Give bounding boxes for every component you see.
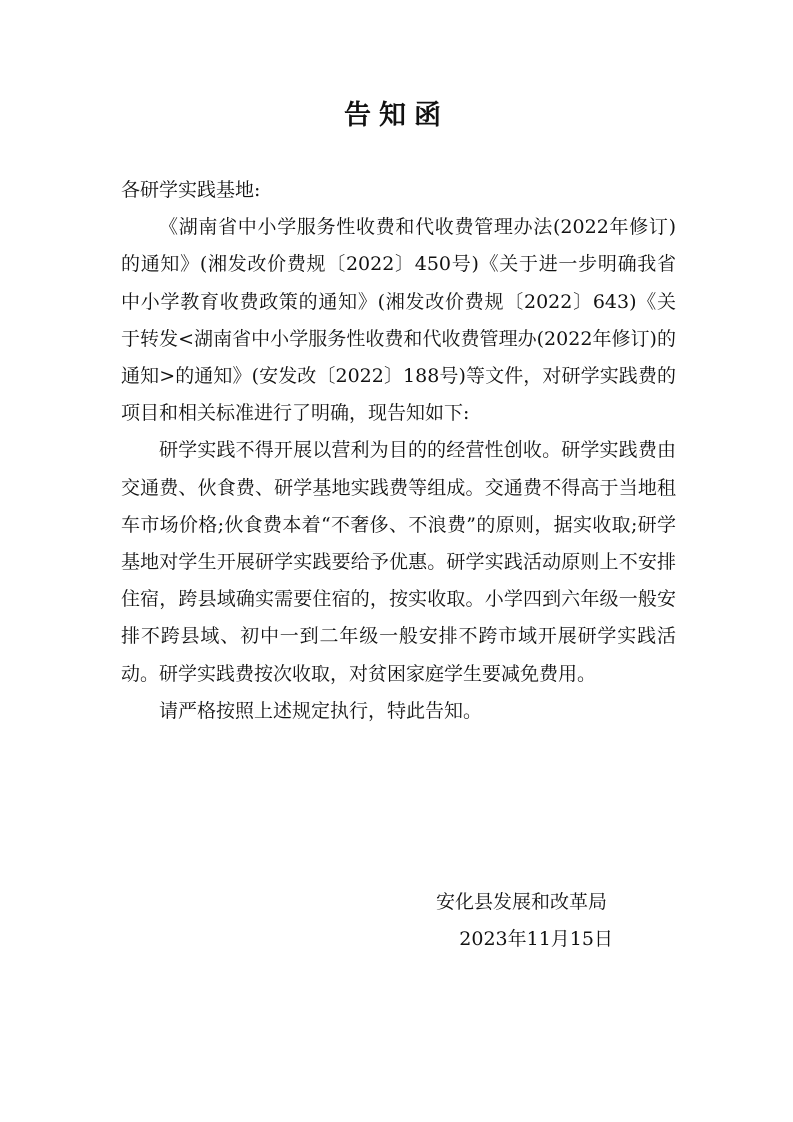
paragraph-closing: 请严格按照上述规定执行，特此告知。: [159, 699, 483, 722]
signature-block: [435, 884, 613, 958]
document-title: 告知函: [344, 100, 449, 131]
issuing-organization: 安化县发展和改革局: [435, 891, 607, 913]
paragraph-rules: 研学实践不得开展以营利为目的的经营性创收。研学实践费由交通费、伙食费、研学基地实践费等组成。交通费不得高于当地租车市场价格;伙食费本着“不奢侈、不浪费”的原则，据实收取;研学基地对学生开展研学实践要给予优惠。研学实践活动原则上不安排住宿，跨县域确实需要住宿的，按实收取。小学四到六年级一般安排不跨县域、初中一到二年级一般安排不跨市域开展研学实践活动。研学实践费按次收取，对贫困家庭学生要减免费用。: [121, 439, 676, 685]
paragraph-references: 《湖南省中小学服务性收费和代收费管理办法(2022年修订)的通知》(湘发改价费规〔2022〕450号)《关于进一步明确我省中小学教育收费政策的通知》(湘发改价费规〔2022〕643)《关于转发<湖南省中小学服务性收费和代收费管理办(2022年修订)的通知>的通知》(安发改〔2022〕188号)等文件，对研学实践费的项目和相关标准进行了明确，现告知如下:: [121, 216, 676, 425]
salutation: 各研学实践基地:: [121, 179, 261, 201]
document-body: [121, 172, 676, 730]
issue-date: 2023年11月15日: [459, 928, 613, 950]
